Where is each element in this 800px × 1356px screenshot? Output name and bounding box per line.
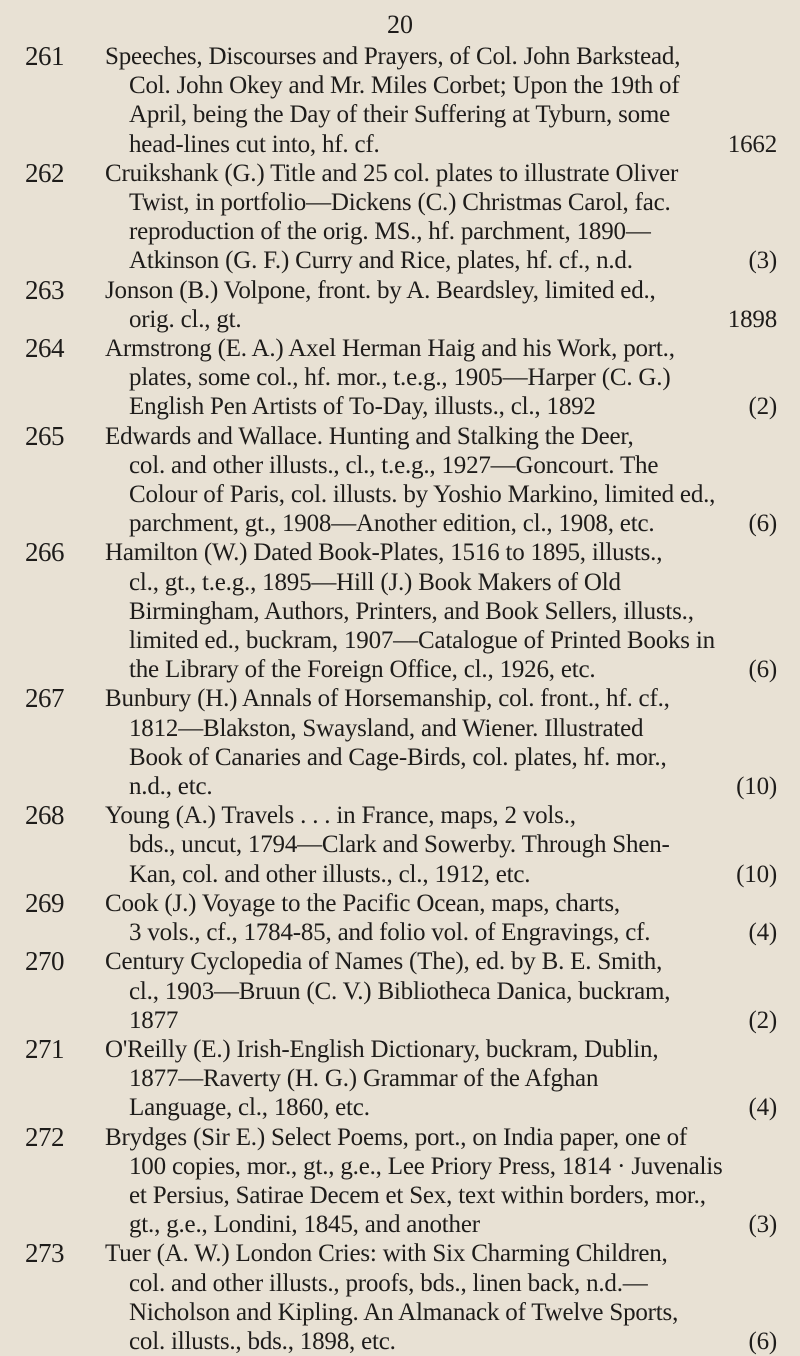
line-text: Kan, col. and other illusts., cl., 1912, etc. [129,860,531,888]
lot-number: 269 [25,887,64,918]
lot-description [105,334,777,422]
description-line [105,1064,777,1093]
description-line [105,1269,777,1298]
description-line [105,334,777,363]
line-text: Jonson (B.) Volpone, front. by A. Beardsley, limited ed., [105,276,656,304]
line-text: col. and other illusts., proofs, bds., linen back, n.d.— [129,1269,648,1297]
line-text: 1877 [129,1006,179,1034]
description-line [105,538,777,567]
description-line [105,392,777,421]
lot-entry [0,159,800,276]
lot-number: 263 [25,274,64,305]
description-line [105,1181,777,1210]
description-line [105,655,777,684]
description-line [105,130,777,159]
lot-number: 267 [25,683,64,714]
line-text: cl., 1903—Bruun (C. V.) Bibliotheca Danica, buckram, [129,977,671,1005]
line-count: (6) [748,656,777,684]
line-text: the Library of the Foreign Office, cl., 1926, etc. [129,656,596,684]
lot-entry [0,684,800,801]
line-text: orig. cl., gt. [129,305,242,333]
lot-number: 266 [25,537,64,568]
description-line [105,305,777,334]
lot-description [105,422,777,539]
description-line [105,363,777,392]
line-text: Cruikshank (G.) Title and 25 col. plates to illustrate Oliver [105,159,679,187]
description-line [105,1327,777,1356]
line-text: Language, cl., 1860, etc. [129,1094,370,1122]
line-text: cl., gt., t.e.g., 1895—Hill (J.) Book Makers of Old [129,568,621,596]
description-line [105,889,777,918]
description-line [105,977,777,1006]
lot-description [105,1123,777,1240]
lot-entry [0,422,800,539]
description-line [105,188,777,217]
description-line [105,159,777,188]
line-count: (2) [748,1006,777,1034]
description-line [105,480,777,509]
line-text: Armstrong (E. A.) Axel Herman Haig and his Work, port., [105,335,675,363]
lot-description [105,538,777,684]
description-line [105,714,777,743]
line-text: Brydges (Sir E.) Select Poems, port., on India paper, one of [105,1123,688,1151]
description-line [105,860,777,889]
lot-entry [0,801,800,889]
line-text: April, being the Day of their Suffering at Tyburn, some [129,101,671,129]
line-text: 100 copies, mor., gt., g.e., Lee Priory Press, 1814 · Juvenalis [129,1152,723,1180]
lot-description [105,1035,777,1123]
line-text: Young (A.) Travels . . . in France, maps, 2 vols., [105,802,576,830]
line-text: Century Cyclopedia of Names (The), ed. by B. E. Smith, [105,948,663,976]
description-line [105,830,777,859]
line-text: parchment, gt., 1908—Another edition, cl., 1908, etc. [129,510,655,538]
line-count: (10) [736,773,777,801]
line-text: Speeches, Discourses and Prayers, of Col. John Barkstead, [105,43,681,70]
lot-description [105,276,777,334]
line-count: (6) [748,1327,777,1355]
lot-description [105,42,777,159]
line-text: 1877—Raverty (H. G.) Grammar of the Afghan [129,1065,599,1093]
line-count: (3) [748,247,777,275]
lot-description [105,159,777,276]
line-count: 1898 [727,305,777,333]
description-line [105,1035,777,1064]
description-line [105,422,777,451]
description-line [105,276,777,305]
lot-number: 262 [25,157,64,188]
description-line [105,71,777,100]
lot-entry [0,42,800,159]
lot-entry [0,276,800,334]
line-text: 3 vols., cf., 1784-85, and folio vol. of Engravings, cf. [129,919,651,947]
description-line [105,684,777,713]
line-text: limited ed., buckram, 1907—Catalogue of Printed Books in [129,627,715,655]
description-line [105,1006,777,1035]
line-text: col. and other illusts., cl., t.e.g., 1927—Goncourt. The [129,451,659,479]
line-text: Atkinson (G. F.) Curry and Rice, plates, hf. cf., n.d. [129,247,633,275]
description-line [105,509,777,538]
lot-number: 271 [25,1033,64,1064]
lot-number: 261 [25,41,64,71]
line-text: English Pen Artists of To-Day, illusts., cl., 1892 [129,393,596,421]
line-count: 1662 [727,130,777,158]
line-text: Edwards and Wallace. Hunting and Stalking the Deer, [105,422,634,450]
lot-entry [0,889,800,947]
line-text: 1812—Blakston, Swaysland, and Wiener. Illustrated [129,714,644,742]
description-line [105,918,777,947]
lot-description [105,801,777,889]
lot-entry [0,538,800,684]
line-text: Bunbury (H.) Annals of Horsemanship, col. front., hf. cf., [105,685,670,713]
line-text: Nicholson and Kipling. An Almanack of Twelve Sports, [129,1298,679,1326]
line-text: et Persius, Satirae Decem et Sex, text within borders, mor., [129,1181,706,1209]
description-line [105,217,777,246]
lot-description [105,1239,777,1356]
line-count: (6) [748,510,777,538]
line-count: (2) [748,393,777,421]
description-line [105,246,777,275]
description-line [105,1239,777,1268]
lot-description [105,889,777,947]
line-text: gt., g.e., Londini, 1845, and another [129,1211,480,1239]
line-text: Hamilton (W.) Dated Book-Plates, 1516 to 1895, illusts., [105,539,663,567]
line-text: Book of Canaries and Cage-Birds, col. plates, hf. mor., [129,743,667,771]
description-line [105,1298,777,1327]
lot-list [0,42,800,1356]
page-number: 20 [387,10,413,39]
description-line [105,743,777,772]
description-line [105,568,777,597]
line-text: plates, some col., hf. mor., t.e.g., 1905—Harper (C. G.) [129,364,671,392]
description-line [105,772,777,801]
line-count: (10) [736,860,777,888]
line-text: Cook (J.) Voyage to the Pacific Ocean, maps, charts, [105,889,620,917]
line-text: Tuer (A. W.) London Cries: with Six Charming Children, [105,1240,668,1268]
description-line [105,597,777,626]
lot-description [105,684,777,801]
line-text: head-lines cut into, hf. cf. [129,130,380,158]
description-line [105,1152,777,1181]
description-line [105,947,777,976]
description-line [105,42,777,71]
lot-description [105,947,777,1035]
lot-number: 272 [25,1121,64,1152]
lot-number: 268 [25,800,64,831]
description-line [105,801,777,830]
line-text: Birmingham, Authors, Printers, and Book Sellers, illusts., [129,597,694,625]
line-text: reproduction of the orig. MS., hf. parchment, 1890— [129,218,651,246]
lot-number: 264 [25,333,64,364]
line-text: bds., uncut, 1794—Clark and Sowerby. Through Shen- [129,831,670,859]
line-text: col. illusts., bds., 1898, etc. [129,1327,396,1355]
line-text: Col. John Okey and Mr. Miles Corbet; Upon the 19th of [129,72,680,100]
lot-entry [0,334,800,422]
lot-entry [0,947,800,1035]
description-line [105,1093,777,1122]
lot-number: 265 [25,420,64,451]
line-count: (3) [748,1211,777,1239]
description-line [105,1123,777,1152]
description-line [105,451,777,480]
line-text: Twist, in portfolio—Dickens (C.) Christmas Carol, fac. [129,189,671,217]
lot-entry [0,1123,800,1240]
lot-entry [0,1035,800,1123]
description-line [105,626,777,655]
description-line [105,1210,777,1239]
lot-number: 270 [25,946,64,977]
lot-number: 273 [25,1238,64,1269]
line-text: O'Reilly (E.) Irish-English Dictionary, buckram, Dublin, [105,1035,659,1063]
line-text: n.d., etc. [129,773,213,801]
description-line [105,100,777,129]
lot-entry [0,1239,800,1356]
line-count: (4) [748,1094,777,1122]
line-text: Colour of Paris, col. illusts. by Yoshio Markino, limited ed., [129,481,716,509]
line-count: (4) [748,919,777,947]
